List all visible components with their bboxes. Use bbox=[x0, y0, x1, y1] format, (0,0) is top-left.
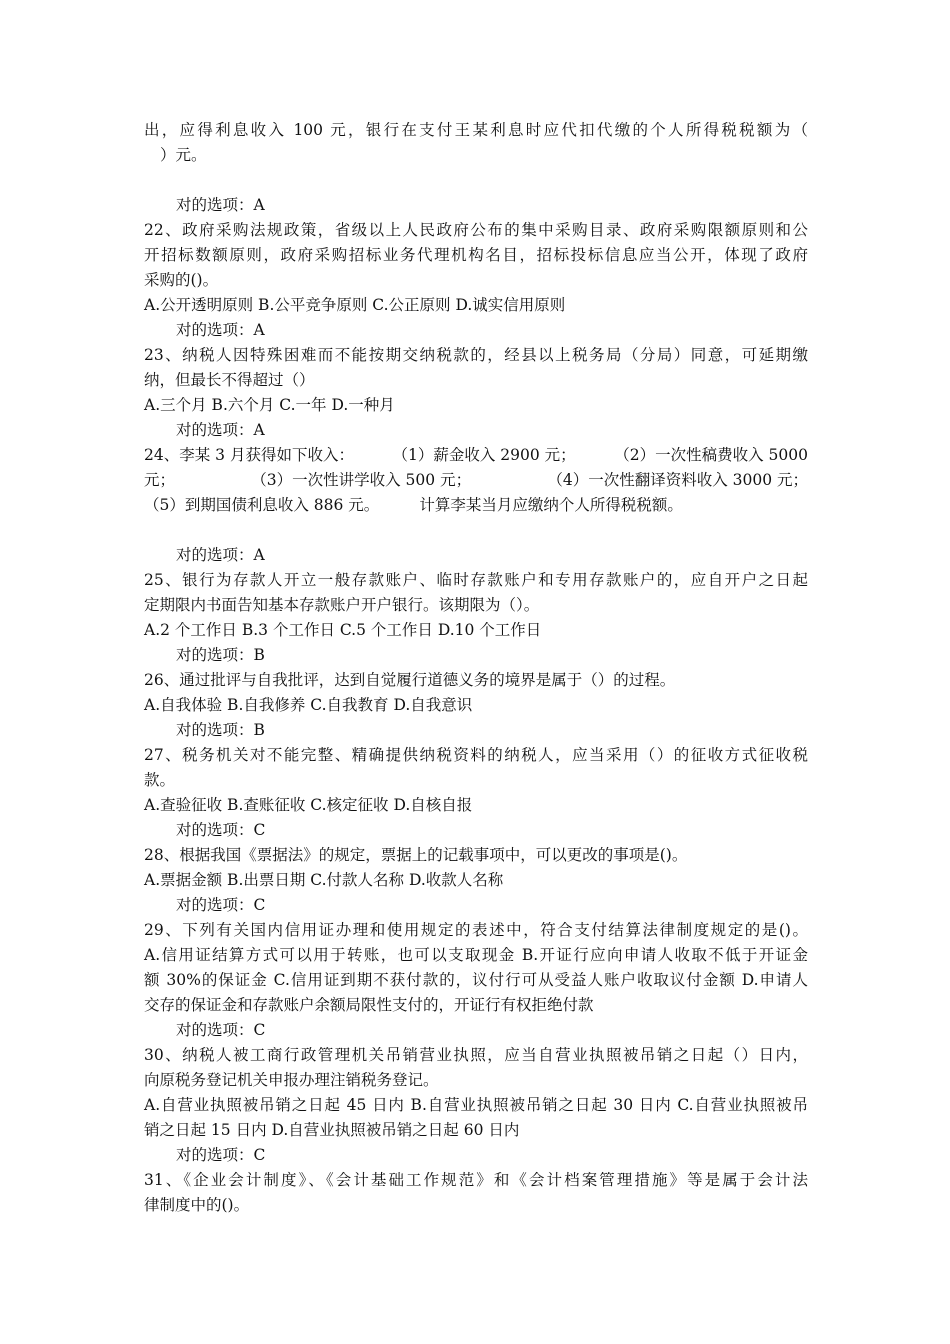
text-line: 28、根据我国《票据法》的规定，票据上的记载事项中，可以更改的事项是()。 bbox=[144, 846, 688, 864]
q24-text: 元； bbox=[144, 471, 176, 489]
q24-text: （1）薪金收入 2900 元； bbox=[392, 446, 576, 464]
text-block-2 bbox=[144, 518, 808, 1218]
answer-line: 对的选项：C bbox=[176, 896, 266, 914]
text-line: A.票据金额 B.出票日期 C.付款人名称 D.收款人名称 bbox=[144, 871, 504, 889]
answer-line: 对的选项：B bbox=[176, 721, 265, 739]
text-line: 律制度中的()。 bbox=[144, 1196, 250, 1214]
answer-line: 对的选项：C bbox=[176, 1021, 266, 1039]
q24-text: （3）一次性讲学收入 500 元； bbox=[251, 471, 472, 489]
text-line: 22、政府采购法规政策，省级以上人民政府公布的集中采购目录、政府采购限额原则和公 bbox=[144, 221, 808, 239]
text-line: A.三个月 B.六个月 C.一年 D.一种月 bbox=[144, 396, 395, 414]
text-line: A.自营业执照被吊销之日起 45 日内 B.自营业执照被吊销之日起 30 日内 C.自营业执照被吊 bbox=[144, 1096, 808, 1114]
text-line: 定期限内书面告知基本存款账户开户银行。该期限为（）。 bbox=[144, 596, 540, 614]
q24-text: 24、李某 3 月获得如下收入： bbox=[144, 446, 354, 464]
blank-line bbox=[144, 168, 808, 193]
text-line: A.公开透明原则 B.公平竞争原则 C.公正原则 D.诚实信用原则 bbox=[144, 296, 566, 314]
q24-line-2 bbox=[144, 468, 808, 493]
text-line: 开招标数额原则，政府采购招标业务代理机构名目，招标投标信息应当公开，体现了政府 bbox=[144, 246, 808, 264]
q24-line-1 bbox=[144, 443, 808, 468]
text-line: 纳，但最长不得超过（） bbox=[144, 371, 315, 389]
q24-text: （5）到期国债利息收入 886 元。 bbox=[144, 496, 380, 514]
text-line: A.查验征收 B.查账征收 C.核定征收 D.自核自报 bbox=[144, 796, 473, 814]
question-24 bbox=[144, 443, 808, 518]
answer-line: 对的选项：A bbox=[176, 196, 265, 214]
text-line: 交存的保证金和存款账户余额局限性支付的，开证行有权拒绝付款 bbox=[144, 996, 594, 1014]
answer-line: 对的选项：A bbox=[176, 321, 265, 339]
q24-text: （4）一次性翻译资料收入 3000 元； bbox=[547, 471, 808, 489]
answer-line: 对的选项：C bbox=[176, 821, 266, 839]
text-line: 额 30%的保证金 C.信用证到期不获付款的，议付行可从受益人账户收取议付金额 D.申请人 bbox=[144, 971, 808, 989]
text-line: 23、纳税人因特殊困难而不能按期交纳税款的，经县以上税务局（分局）同意，可延期缴 bbox=[144, 346, 808, 364]
text-line: 29、下列有关国内信用证办理和使用规定的表述中，符合支付结算法律制度规定的是()。 bbox=[144, 921, 808, 939]
q24-text: （2）一次性稿费收入 5000 bbox=[614, 446, 808, 464]
text-line: 26、通过批评与自我批评，达到自觉履行道德义务的境界是属于（）的过程。 bbox=[144, 671, 676, 689]
text-line: ）元。 bbox=[160, 146, 207, 164]
answer-line: 对的选项：C bbox=[176, 1146, 266, 1164]
text-block-1 bbox=[144, 118, 808, 443]
answer-line: 对的选项：B bbox=[176, 646, 265, 664]
q24-text: 计算李某当月应缴纳个人所得税税额。 bbox=[419, 496, 683, 514]
answer-line: 对的选项：A bbox=[176, 546, 265, 564]
text-line: 25、银行为存款人开立一般存款账户、临时存款账户和专用存款账户的，应自开户之日起 bbox=[144, 571, 808, 589]
text-line: 销之日起 15 日内 D.自营业执照被吊销之日起 60 日内 bbox=[144, 1121, 520, 1139]
text-line: 30、纳税人被工商行政管理机关吊销营业执照，应当自营业执照被吊销之日起（）日内， bbox=[144, 1046, 808, 1064]
text-line: 31、《企业会计制度》、《会计基础工作规范》和《会计档案管理措施》等是属于会计法 bbox=[144, 1171, 808, 1189]
text-line: A.信用证结算方式可以用于转账，也可以支取现金 B.开证行应向申请人收取不低于开证金 bbox=[144, 946, 808, 964]
text-line: 出，应得利息收入 100 元，银行在支付王某利息时应代扣代缴的个人所得税税额为（ bbox=[144, 121, 808, 139]
document-page bbox=[144, 118, 808, 1218]
answer-line: 对的选项：A bbox=[176, 421, 265, 439]
text-line: 款。 bbox=[144, 771, 176, 789]
text-line: 向原税务登记机关申报办理注销税务登记。 bbox=[144, 1071, 439, 1089]
q24-line-3 bbox=[144, 493, 808, 518]
text-line: 27、税务机关对不能完整、精确提供纳税资料的纳税人，应当采用（）的征收方式征收税 bbox=[144, 746, 808, 764]
text-line: 采购的()。 bbox=[144, 271, 219, 289]
text-line: A.2 个工作日 B.3 个工作日 C.5 个工作日 D.10 个工作日 bbox=[144, 621, 542, 639]
blank-line bbox=[144, 518, 808, 543]
text-line: A.自我体验 B.自我修养 C.自我教育 D.自我意识 bbox=[144, 696, 473, 714]
